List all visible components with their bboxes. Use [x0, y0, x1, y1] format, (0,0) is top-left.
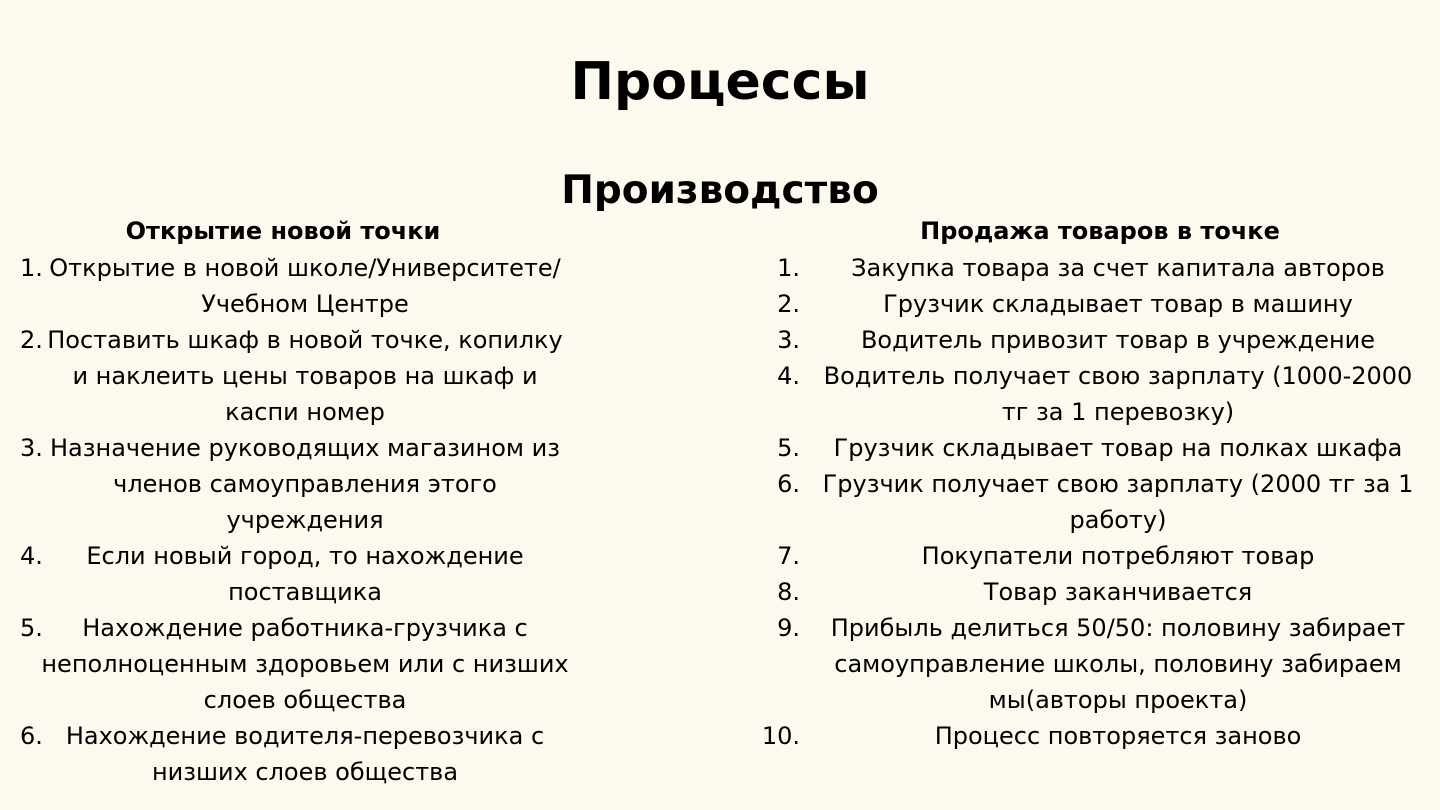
right-list — [760, 250, 1440, 754]
list-item-text: Назначение руководящих магазином из членов самоуправления этого учреждения — [49, 434, 560, 534]
list-item-number: 5. — [20, 614, 43, 642]
list-item-text: Водитель получает свою зарплату (1000-2000 тг за 1 перевозку) — [823, 362, 1413, 426]
slide-title: Процессы — [570, 52, 870, 112]
list-item-text: Нахождение водителя-перевозчика с низших слоев общества — [65, 722, 545, 786]
list-item-number: 1. — [20, 254, 43, 282]
list-item-text: Прибыль делиться 50/50: половину забирает самоуправление школы, половину забираем мы(авторы проекта) — [830, 614, 1406, 714]
list-item — [760, 610, 1440, 718]
list-item-text: Грузчик складывает товар в машину — [883, 290, 1353, 318]
list-item — [760, 322, 1440, 358]
list-item-number: 2. — [777, 290, 800, 318]
list-item-number: 7. — [777, 542, 800, 570]
list-item-text: Процесс повторяется заново — [934, 722, 1302, 750]
list-item — [0, 610, 570, 718]
slide-subtitle: Производство — [561, 168, 879, 213]
right-column-heading: Продажа товаров в точке — [920, 217, 1280, 245]
list-item — [0, 322, 570, 430]
list-item-number: 10. — [761, 722, 800, 750]
list-item — [760, 466, 1440, 538]
list-item-text: Грузчик получает свою зарплату (2000 тг за 1 работу) — [822, 470, 1414, 534]
list-item — [0, 538, 570, 610]
list-item-text: Поставить шкаф в новой точке, копилку и наклеить цены товаров на шкаф и каспи номер — [47, 326, 563, 426]
list-item-number: 6. — [777, 470, 800, 498]
list-item — [0, 718, 570, 790]
list-item-text: Нахождение работника-грузчика с неполноценным здоровьем или с низших слоев общества — [41, 614, 569, 714]
list-item-text: Покупатели потребляют товар — [921, 542, 1315, 570]
list-item-number: 5. — [777, 434, 800, 462]
list-item-number: 3. — [777, 326, 800, 354]
list-item-number: 1. — [777, 254, 800, 282]
list-item-number: 6. — [20, 722, 43, 750]
list-item — [760, 358, 1440, 430]
left-list — [0, 250, 570, 790]
list-item-text: Грузчик складывает товар на полках шкафа — [833, 434, 1403, 462]
list-item-text: Если новый город, то нахождение поставщика — [86, 542, 524, 606]
list-item-number: 2. — [20, 326, 43, 354]
list-item-text: Товар заканчивается — [983, 578, 1253, 606]
list-item — [760, 718, 1440, 754]
list-item-number: 8. — [777, 578, 800, 606]
list-item-number: 4. — [20, 542, 43, 570]
list-item-text: Открытие в новой школе/Университете/ Учебном Центре — [49, 254, 561, 318]
left-column-heading: Открытие новой точки — [125, 217, 441, 245]
list-item-text: Закупка товара за счет капитала авторов — [851, 254, 1385, 282]
list-item — [760, 430, 1440, 466]
list-item — [760, 286, 1440, 322]
list-item — [760, 574, 1440, 610]
list-item-number: 4. — [777, 362, 800, 390]
list-item-number: 3. — [20, 434, 43, 462]
list-item — [760, 250, 1440, 286]
list-item-number: 9. — [777, 614, 800, 642]
list-item — [760, 538, 1440, 574]
list-item-text: Водитель привозит товар в учреждение — [860, 326, 1376, 354]
list-item — [0, 250, 570, 322]
list-item — [0, 430, 570, 538]
